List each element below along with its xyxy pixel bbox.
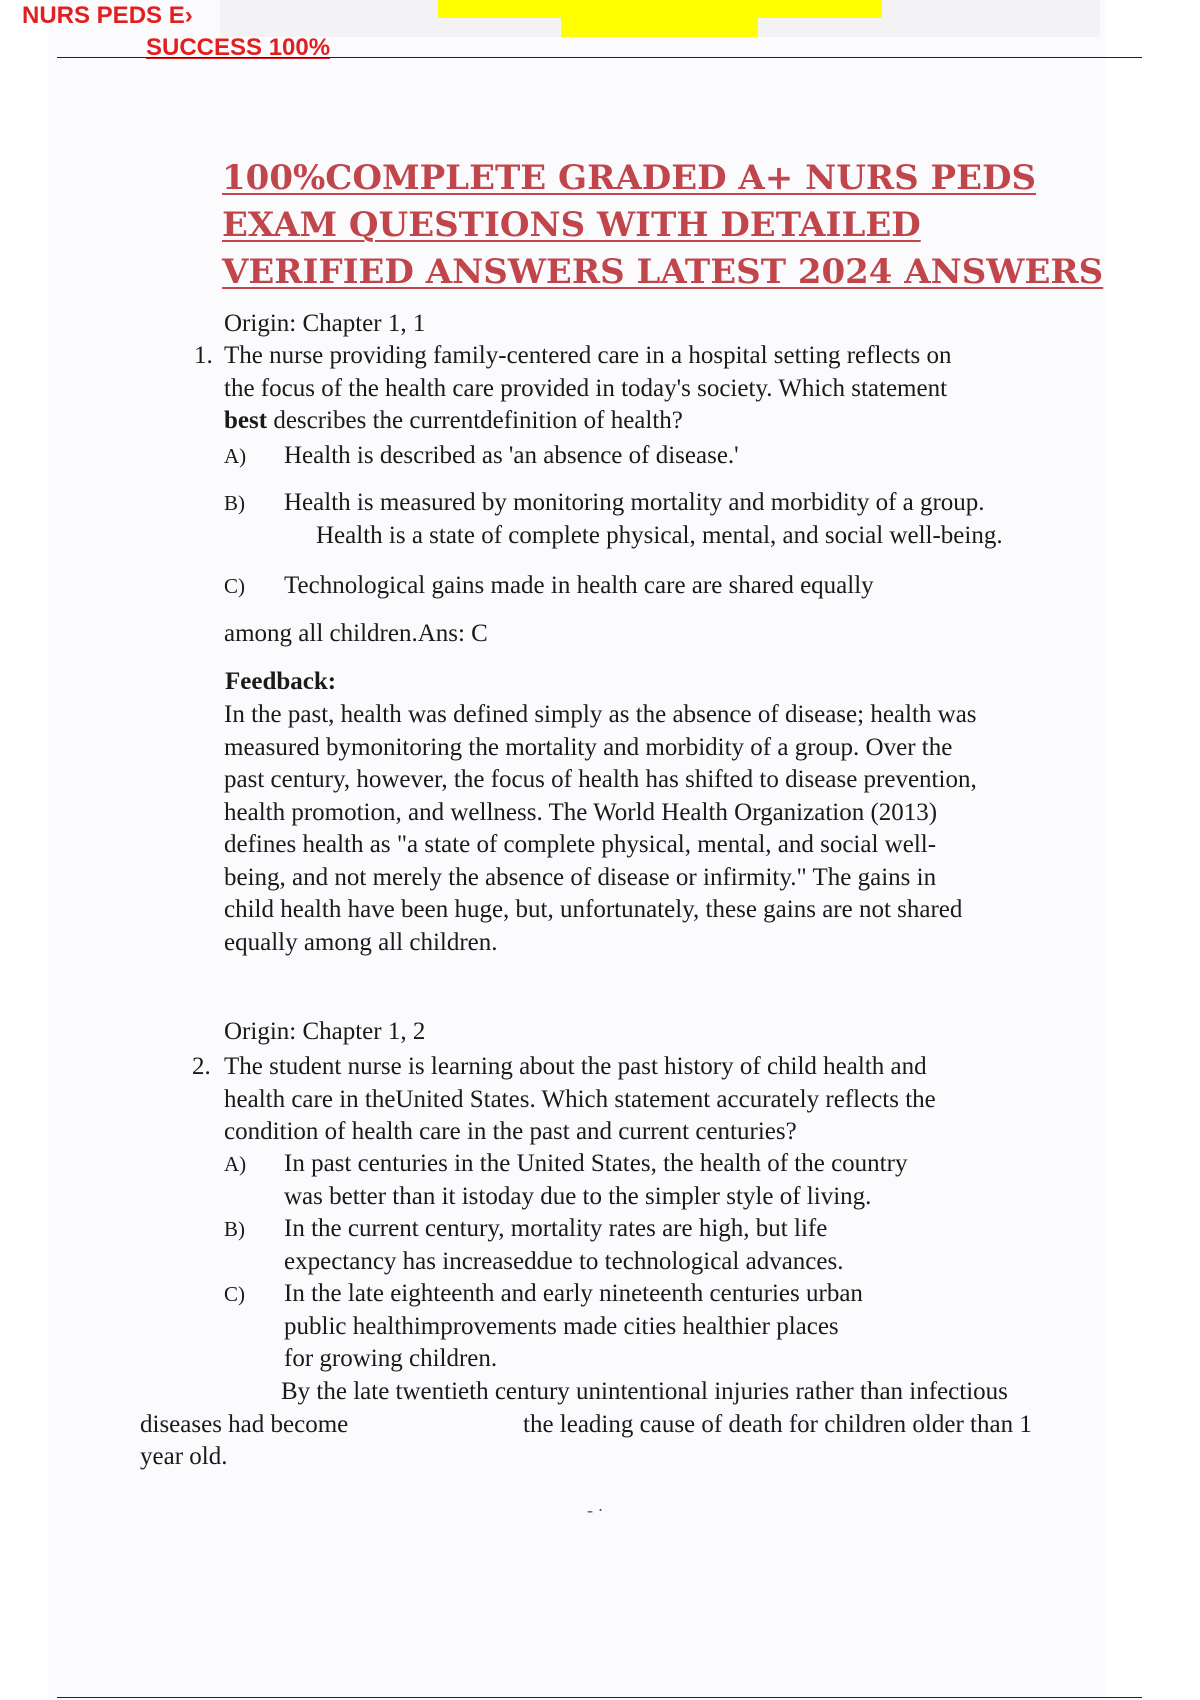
- header-brand: NURS PEDS E›: [22, 2, 193, 29]
- feedback-line: past century, however, the focus of health has shifted to disease prevention,: [224, 766, 977, 793]
- question-2-option-b-label: B): [224, 1217, 245, 1241]
- question-1-option-c-text: Technological gains made in health care are shared equally: [284, 572, 874, 599]
- question-2-stem-line: health care in theUnited States. Which statement accurately reflects the: [224, 1085, 936, 1113]
- feedback-line: In the past, health was defined simply as the absence of disease; health was: [224, 701, 977, 728]
- question-1-stem: [224, 340, 1124, 438]
- feedback-line: being, and not merely the absence of disease or infirmity." The gains in: [224, 863, 937, 891]
- footer-divider: [57, 1697, 1142, 1698]
- feedback-label: Feedback:: [225, 668, 337, 695]
- question-1-option-b-text-cont: Health is a state of complete physical, mental, and social well-being.: [316, 522, 1003, 549]
- option-line: was better than it istoday due to the simpler style of living.: [284, 1182, 872, 1210]
- question-2-origin: Origin: Chapter 1, 2: [224, 1018, 426, 1045]
- question-1-option-c-label: C): [224, 574, 245, 598]
- question-1-stem-end: describes the currentdefinition of health?: [267, 407, 683, 434]
- question-2-stem-line: condition of health care in the past and current centuries?: [224, 1118, 797, 1145]
- question-2-stem-line: The student nurse is learning about the past history of child health and: [224, 1053, 927, 1080]
- question-2-tail-line: the leading cause of death for children older than 1: [523, 1411, 1032, 1438]
- question-1-stem-line: The nurse providing family-centered care in a hospital setting reflects on: [224, 342, 952, 369]
- option-line: In past centuries in the United States, the health of the country: [284, 1150, 908, 1177]
- question-2-option-c-text: [284, 1278, 863, 1376]
- option-line: public healthimprovements made cities healthier places: [284, 1312, 839, 1340]
- question-1-option-b-label: B): [224, 491, 245, 515]
- question-1-answer: among all children.Ans: C: [224, 620, 488, 647]
- question-2-stem: [224, 1051, 936, 1149]
- header-subtitle: SUCCESS 100%: [146, 34, 331, 61]
- question-2-tail-line: By the late twentieth century unintentional injuries rather than infectious: [281, 1378, 1008, 1405]
- question-1-stem-line: the focus of the health care provided in today's society. Which statement: [224, 374, 948, 402]
- option-line: In the current century, mortality rates are high, but life: [284, 1215, 828, 1242]
- question-1-stem-line: [224, 405, 1124, 438]
- question-2-option-a-text: [284, 1148, 907, 1213]
- feedback-line: child health have been huge, but, unfortunately, these gains are not shared: [224, 896, 963, 923]
- page-mark: - ·: [587, 1500, 604, 1520]
- feedback-line: measured bymonitoring the mortality and morbidity of a group. Over the: [224, 733, 953, 761]
- document-title: 100%COMPLETE GRADED A+ NURS PEDS EXAM QUESTIONS WITH DETAILED VERIFIED ANSWERS LATEST 2024 ANSWERS: [222, 158, 1104, 292]
- question-2-option-c-label: C): [224, 1282, 245, 1306]
- question-2-number: 2.: [192, 1053, 211, 1080]
- question-2-option-a-label: A): [224, 1152, 247, 1176]
- question-1-option-b-text: Health is measured by monitoring mortality and morbidity of a group.: [284, 489, 985, 516]
- option-line: expectancy has increaseddue to technological advances.: [284, 1247, 844, 1275]
- highlight-bar-lower: [561, 0, 758, 37]
- question-2-tail-line: diseases had become: [140, 1411, 349, 1438]
- question-1-option-a-text: Health is described as 'an absence of disease.': [284, 442, 739, 469]
- header-divider: [57, 57, 1142, 58]
- feedback-line: equally among all children.: [224, 928, 498, 956]
- option-line: In the late eighteenth and early nineteenth centuries urban: [284, 1280, 863, 1307]
- feedback-line: defines health as "a state of complete physical, mental, and social well-: [224, 831, 937, 858]
- question-1-option-a-label: A): [224, 444, 247, 468]
- question-1-origin: Origin: Chapter 1, 1: [224, 310, 426, 337]
- feedback-line: health promotion, and wellness. The World Health Organization (2013): [224, 798, 938, 826]
- feedback-text: [224, 699, 977, 959]
- question-2-option-b-text: [284, 1213, 843, 1278]
- question-1-stem-emphasis: best: [224, 407, 268, 434]
- option-line: for growing children.: [284, 1345, 498, 1372]
- question-2-tail-line: year old.: [140, 1443, 228, 1470]
- question-1-number: 1.: [194, 342, 213, 369]
